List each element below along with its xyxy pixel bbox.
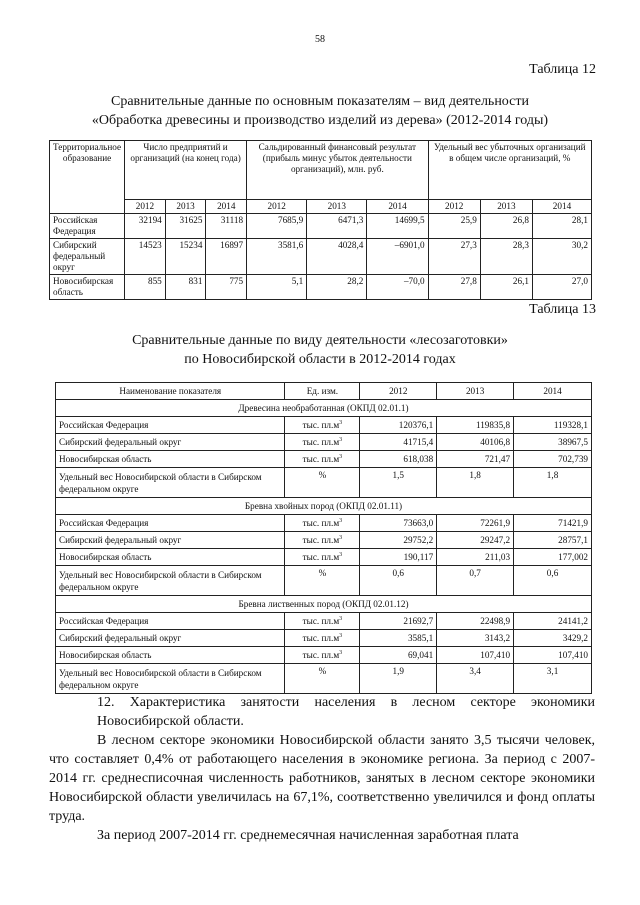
year-cell: 2014 xyxy=(206,200,247,214)
unit-base: тыс. пл.м xyxy=(302,437,340,447)
value-cell: –6901,0 xyxy=(367,239,428,275)
header-name: Наименование показателя xyxy=(56,383,285,400)
value-cell: 31118 xyxy=(206,214,247,239)
table13 xyxy=(55,382,592,694)
value-cell: 73663,0 xyxy=(360,515,437,532)
value-cell: 107,410 xyxy=(437,647,514,664)
value-cell: 31625 xyxy=(165,214,206,239)
unit-sup: 3 xyxy=(339,436,343,443)
section-heading: 12. Характеристика занятости населения в лесном секторе экономики Новосибирской области. xyxy=(97,695,595,729)
value-cell: 0,7 xyxy=(437,566,514,596)
header-balance: Сальдированный финансовый результат (прибыль минус убыток деятельности организаций), млн. руб. xyxy=(247,141,429,200)
row-label: Российская Федерация xyxy=(56,515,285,532)
value-cell: 5,1 xyxy=(247,275,307,300)
years-row xyxy=(50,200,592,214)
unit-base: тыс. пл.м xyxy=(302,552,340,562)
unit-cell xyxy=(285,647,360,664)
value-cell: 775 xyxy=(206,275,247,300)
value-cell: 24141,2 xyxy=(514,613,592,630)
value-cell: 3143,2 xyxy=(437,630,514,647)
section-row xyxy=(56,498,592,515)
header-territory: Территориальное образование xyxy=(50,141,125,214)
value-cell: 190,117 xyxy=(360,549,437,566)
unit-base: тыс. пл.м xyxy=(302,420,340,430)
value-cell: 1,5 xyxy=(360,468,437,498)
table13-title: Сравнительные данные по виду деятельности «лесозаготовки» по Новосибирской области в 2012-2014 годах xyxy=(132,333,508,367)
value-cell: 41715,4 xyxy=(360,434,437,451)
value-cell: 702,739 xyxy=(514,451,592,468)
table-row xyxy=(56,417,592,434)
value-cell: 3581,6 xyxy=(247,239,307,275)
row-label: Российская Федерация xyxy=(56,417,285,434)
section-title: Древесина необработанная (ОКПД 02.01.1) xyxy=(56,400,592,417)
value-cell: 6471,3 xyxy=(307,214,367,239)
share-row xyxy=(56,468,592,498)
value-cell: 721,47 xyxy=(437,451,514,468)
unit-cell: % xyxy=(285,664,360,694)
value-cell: 22498,9 xyxy=(437,613,514,630)
unit-base: тыс. пл.м xyxy=(302,454,340,464)
share-row xyxy=(56,566,592,596)
value-cell: 28,2 xyxy=(307,275,367,300)
value-cell: 177,002 xyxy=(514,549,592,566)
unit-cell xyxy=(285,630,360,647)
value-cell: 26,1 xyxy=(480,275,532,300)
value-cell: 211,03 xyxy=(437,549,514,566)
section-row xyxy=(56,400,592,417)
header-2012: 2012 xyxy=(360,383,437,400)
unit-cell xyxy=(285,549,360,566)
header-share: Удельный вес убыточных организаций в общем числе организаций, % xyxy=(428,141,591,200)
year-cell: 2013 xyxy=(307,200,367,214)
value-cell: 1,9 xyxy=(360,664,437,694)
value-cell: 855 xyxy=(125,275,166,300)
value-cell: 25,9 xyxy=(428,214,480,239)
page-number: 58 xyxy=(315,34,325,45)
year-cell: 2012 xyxy=(428,200,480,214)
row-label: Новосибирская область xyxy=(56,647,285,664)
table-row xyxy=(50,239,592,275)
value-cell: 26,8 xyxy=(480,214,532,239)
unit-cell xyxy=(285,532,360,549)
value-cell: 3,4 xyxy=(437,664,514,694)
row-label: Удельный вес Новосибирской области в Сибирском федеральном округе xyxy=(56,664,285,694)
section-title: Бревна хвойных пород (ОКПД 02.01.11) xyxy=(56,498,592,515)
value-cell: 1,8 xyxy=(437,468,514,498)
value-cell: 14699,5 xyxy=(367,214,428,239)
value-cell: 30,2 xyxy=(532,239,591,275)
unit-sup: 3 xyxy=(339,517,343,524)
row-label: Новосибирская область xyxy=(50,275,125,300)
section-row xyxy=(56,596,592,613)
unit-cell xyxy=(285,515,360,532)
row-label: Сибирский федеральный округ xyxy=(56,434,285,451)
value-cell: 28,1 xyxy=(532,214,591,239)
table-row xyxy=(56,647,592,664)
unit-cell xyxy=(285,613,360,630)
year-cell: 2013 xyxy=(480,200,532,214)
value-cell: 618,038 xyxy=(360,451,437,468)
unit-sup: 3 xyxy=(339,649,343,656)
value-cell: 71421,9 xyxy=(514,515,592,532)
unit-base: тыс. пл.м xyxy=(302,518,340,528)
year-cell: 2012 xyxy=(247,200,307,214)
row-label: Российская Федерация xyxy=(56,613,285,630)
table-row xyxy=(56,630,592,647)
unit-cell: % xyxy=(285,566,360,596)
value-cell: 32194 xyxy=(125,214,166,239)
table-row xyxy=(56,434,592,451)
section-title: Бревна лиственных пород (ОКПД 02.01.12) xyxy=(56,596,592,613)
table12 xyxy=(49,140,592,300)
value-cell: 119328,1 xyxy=(514,417,592,434)
row-label: Сибирский федеральный округ xyxy=(56,532,285,549)
value-cell: 21692,7 xyxy=(360,613,437,630)
value-cell: 3,1 xyxy=(514,664,592,694)
row-label: Сибирский федеральный округ xyxy=(56,630,285,647)
row-label: Удельный вес Новосибирской области в Сибирском федеральном округе xyxy=(56,468,285,498)
unit-cell xyxy=(285,434,360,451)
unit-cell: % xyxy=(285,468,360,498)
row-label: Российская Федерация xyxy=(50,214,125,239)
value-cell: 29247,2 xyxy=(437,532,514,549)
unit-base: тыс. пл.м xyxy=(302,633,340,643)
table-row xyxy=(56,515,592,532)
table-row xyxy=(56,532,592,549)
value-cell: 1,8 xyxy=(514,468,592,498)
value-cell: 3585,1 xyxy=(360,630,437,647)
row-label: Новосибирская область xyxy=(56,549,285,566)
unit-cell xyxy=(285,451,360,468)
table-row xyxy=(56,549,592,566)
year-cell: 2012 xyxy=(125,200,166,214)
year-cell: 2014 xyxy=(367,200,428,214)
value-cell: 40106,8 xyxy=(437,434,514,451)
table-row xyxy=(56,451,592,468)
row-label: Сибирский федеральный округ xyxy=(50,239,125,275)
unit-base: тыс. пл.м xyxy=(302,616,340,626)
value-cell: 27,3 xyxy=(428,239,480,275)
value-cell: 14523 xyxy=(125,239,166,275)
value-cell: 119835,8 xyxy=(437,417,514,434)
value-cell: 69,041 xyxy=(360,647,437,664)
value-cell: 27,0 xyxy=(532,275,591,300)
value-cell: 16897 xyxy=(206,239,247,275)
value-cell: 29752,2 xyxy=(360,532,437,549)
table13-label: Таблица 13 xyxy=(529,302,596,317)
year-cell: 2014 xyxy=(532,200,591,214)
value-cell: 3429,2 xyxy=(514,630,592,647)
unit-sup: 3 xyxy=(339,419,343,426)
value-cell: 28757,1 xyxy=(514,532,592,549)
table12-title: Сравнительные данные по основным показателям – вид деятельности «Обработка древесины и производство изделий из дерева» (2012-2014 годы) xyxy=(91,94,549,128)
header-2014: 2014 xyxy=(514,383,592,400)
unit-sup: 3 xyxy=(339,534,343,541)
value-cell: 120376,1 xyxy=(360,417,437,434)
row-label: Новосибирская область xyxy=(56,451,285,468)
value-cell: 107,410 xyxy=(514,647,592,664)
header-enterprises: Число предприятий и организаций (на конец года) xyxy=(125,141,247,200)
value-cell: 0,6 xyxy=(514,566,592,596)
table-row xyxy=(50,275,592,300)
row-label: Удельный вес Новосибирской области в Сибирском федеральном округе xyxy=(56,566,285,596)
unit-sup: 3 xyxy=(339,551,343,558)
unit-cell xyxy=(285,417,360,434)
value-cell: 27,8 xyxy=(428,275,480,300)
value-cell: 7685,9 xyxy=(247,214,307,239)
value-cell: 28,3 xyxy=(480,239,532,275)
unit-base: тыс. пл.м xyxy=(302,650,340,660)
value-cell: 4028,4 xyxy=(307,239,367,275)
unit-sup: 3 xyxy=(339,615,343,622)
value-cell: 15234 xyxy=(165,239,206,275)
unit-sup: 3 xyxy=(339,453,343,460)
value-cell: 831 xyxy=(165,275,206,300)
value-cell: –70,0 xyxy=(367,275,428,300)
header-unit: Ед. изм. xyxy=(285,383,360,400)
value-cell: 0,6 xyxy=(360,566,437,596)
paragraph-employment: В лесном секторе экономики Новосибирской области занято 3,5 тысячи человек, что составляет 0,4% от работающего населения в экономике региона. За период с 2007-2014 гг. среднесписочная численность работников, занятых в лесном секторе экономики Новосибирской области увеличилась на 67,1%, соответственно увеличился и фонд оплаты труда. xyxy=(49,733,595,824)
unit-base: тыс. пл.м xyxy=(302,535,340,545)
share-row xyxy=(56,664,592,694)
value-cell: 72261,9 xyxy=(437,515,514,532)
table12-label: Таблица 12 xyxy=(529,62,596,77)
year-cell: 2013 xyxy=(165,200,206,214)
value-cell: 38967,5 xyxy=(514,434,592,451)
unit-sup: 3 xyxy=(339,632,343,639)
header-2013: 2013 xyxy=(437,383,514,400)
table-row xyxy=(56,613,592,630)
paragraph-salary: За период 2007-2014 гг. среднемесячная начисленная заработная плата xyxy=(97,828,519,843)
table-row xyxy=(50,214,592,239)
